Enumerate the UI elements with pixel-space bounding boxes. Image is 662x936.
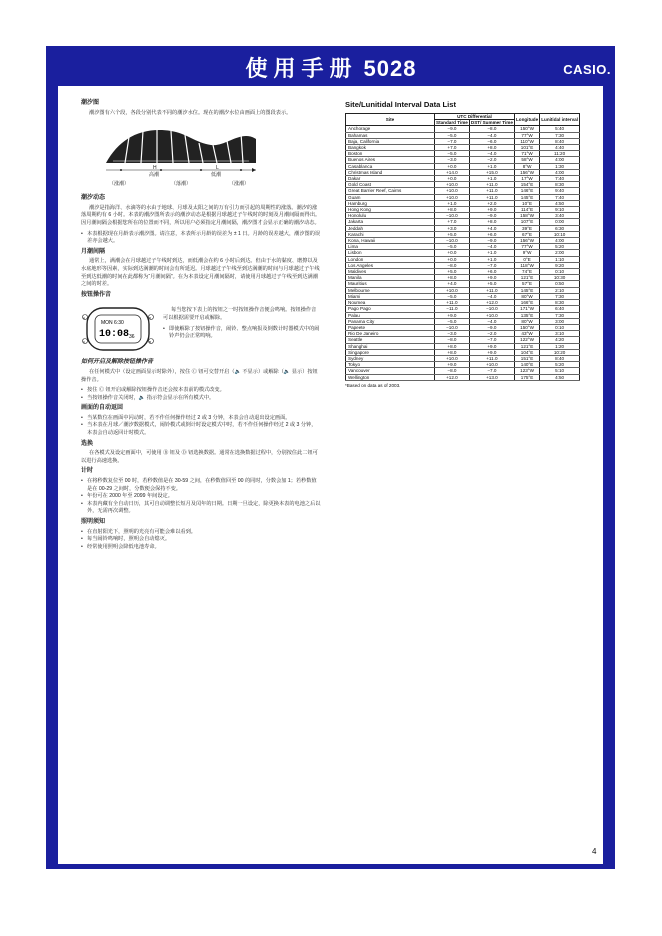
longitude-cell: 158°W (514, 213, 539, 219)
auto-return-bullet-2: • 当本表在月球／潮汐数据模式，闹铃模式或倒计时设定模式中时，若不作任何操作经过 2 或 3 分钟，本表会自动返回计时模式。 (81, 422, 321, 437)
standard-time-cell: +8.0 (435, 349, 470, 355)
longitude-cell: 58°W (514, 157, 539, 163)
dst-cell: +12.0 (469, 300, 514, 306)
standard-time-cell: −11.0 (435, 306, 470, 312)
watch-illustration (81, 305, 321, 353)
site-cell: Great Barrier Reef, Cairns (346, 188, 435, 194)
site-cell: Manila (346, 275, 435, 281)
lunitidal-cell: 4:50 (540, 374, 580, 380)
timekeeping-bullet-2: • 年份可在 2000 年至 2099 年间设定。 (81, 493, 321, 501)
tide-motion-bullet: • 本表根据现在月龄表示潮汐图。请注意，本表所示月龄的误差为 ± 1 日。月龄的误差越大，潮汐图的误差亦会越大。 (81, 231, 321, 246)
lunitidal-cell: 10:10 (540, 231, 580, 237)
longitude-cell: 110°W (514, 138, 539, 144)
dst-cell: +11.0 (469, 287, 514, 293)
site-cell: Boston (346, 151, 435, 157)
dst-cell: +9.0 (469, 207, 514, 213)
site-cell: Miami (346, 293, 435, 299)
col-site: Site (346, 114, 435, 126)
dst-cell: +9.0 (469, 275, 514, 281)
lunitidal-cell: 5:20 (540, 244, 580, 250)
tide-phase-1: （涨潮） (109, 181, 130, 188)
longitude-cell: 71°W (514, 151, 539, 157)
longitude-cell: 8°W (514, 163, 539, 169)
auto-return-heading: 画面的自动返回 (81, 405, 124, 412)
lunitidal-cell: 10:30 (540, 275, 580, 281)
svg-text:C: C (83, 340, 86, 345)
longitude-cell: 135°E (514, 312, 539, 318)
standard-time-cell: −3.0 (435, 157, 470, 163)
timekeeping-bullet-1: • 在将秒数复位至 00 时，若秒数值是在 30-59 之间，在秒数值回至 00 的同时，分数会加 1；若秒数值是在 00-29 之间时，分数便会保持不变。 (81, 478, 321, 493)
lunitidal-cell: 7:30 (540, 132, 580, 138)
lunitidal-cell: 1:30 (540, 163, 580, 169)
illumination-bullet-2: • 每当闹铃鸣响时，照明会自动熄灭。 (81, 536, 321, 544)
watch-time-readout: 10:08 (99, 329, 130, 341)
dst-cell: +13.0 (469, 374, 514, 380)
page-number: 4 (592, 847, 597, 856)
standard-time-cell: −8.0 (435, 368, 470, 374)
standard-time-cell: −7.0 (435, 138, 470, 144)
longitude-cell: 43°W (514, 331, 539, 337)
dst-cell: −4.0 (469, 244, 514, 250)
standard-time-cell: +3.0 (435, 225, 470, 231)
button-howto-text: 在任何模式中（设定画面显示时除外），按住 Ⓒ 钮可交替开启（🔈 不显示）或解除（🔈 显示）按钮操作音。 (81, 368, 318, 383)
longitude-cell: 150°W (514, 126, 539, 132)
site-cell: Mauritius (346, 281, 435, 287)
site-cell: Bangkok (346, 145, 435, 151)
button-howto-heading: 如何开启及解除按钮操作音 (81, 359, 154, 366)
site-cell: Anchorage (346, 126, 435, 132)
lunitidal-cell: 4:00 (540, 238, 580, 244)
site-cell: Kona, Hawaii (346, 238, 435, 244)
site-cell: Lisbon (346, 250, 435, 256)
standard-time-cell: +0.0 (435, 256, 470, 262)
casio-logo: CASIO. (563, 62, 611, 77)
site-cell: Singapore (346, 349, 435, 355)
standard-time-cell: +0.0 (435, 176, 470, 182)
lunitidal-cell: 4:00 (540, 157, 580, 163)
site-cell: Christmas Island (346, 169, 435, 175)
illumination-heading: 照明须知 (81, 519, 106, 525)
longitude-cell: 114°E (514, 207, 539, 213)
lunitidal-cell: 8:40 (540, 138, 580, 144)
site-lunitidal-table (345, 113, 580, 381)
lunitidal-cell: 3:40 (540, 213, 580, 219)
standard-time-cell: −8.0 (435, 262, 470, 268)
longitude-cell: 0°E (514, 256, 539, 262)
dst-cell: −2.0 (469, 157, 514, 163)
longitude-cell: 175°E (514, 374, 539, 380)
svg-text:B: B (149, 340, 152, 345)
standard-time-cell: −5.0 (435, 293, 470, 299)
lunitidal-cell: 2:00 (540, 250, 580, 256)
standard-time-cell: +7.0 (435, 219, 470, 225)
site-cell: Honolulu (346, 213, 435, 219)
lunitidal-cell: 5:20 (540, 362, 580, 368)
site-cell: Lima (346, 244, 435, 250)
dst-cell: +6.0 (469, 269, 514, 275)
dst-cell: +4.0 (469, 225, 514, 231)
lunitidal-cell: 8:30 (540, 300, 580, 306)
low-tide-label: 低潮 (211, 172, 222, 179)
standard-time-cell: +10.0 (435, 194, 470, 200)
svg-text:A: A (83, 316, 86, 321)
tide-phase-2: （落潮） (171, 181, 192, 188)
dst-cell: +8.0 (469, 219, 514, 225)
longitude-cell: 9°W (514, 250, 539, 256)
longitude-cell: 146°E (514, 188, 539, 194)
button-tone-text: 每当您按下表上的按钮之一时按钮操作音便会鸣响。按钮操作音可以根据需要开启或解除。 (163, 307, 317, 321)
standard-time-cell: −5.0 (435, 151, 470, 157)
tide-motion-text: 潮汐是指海洋、水滴等的水由于地球、月球及太阳之间的万有引力而引起的周期性的涨落。潮汐的涨落周期约有 6 小时。本表的潮汐图所表示的潮汐动态是根据月球越过子午线时的时刻及月潮间隔而得出。因月潮间隔会根据您所在的位置而不同，所以用户必须指定月潮间隔，潮汐图才会显示正确的潮汐动态。 (81, 204, 321, 226)
lunitidal-cell: 9:40 (540, 188, 580, 194)
standard-time-cell: −9.0 (435, 126, 470, 132)
dst-cell: +10.0 (469, 362, 514, 368)
standard-time-cell: +8.0 (435, 343, 470, 349)
col-lunitidal: Lunitidal interval (540, 114, 580, 126)
illumination-bullet-1: • 在直射阳光下，照明的光亮有可能会难以看到。 (81, 529, 321, 537)
site-cell: Hamburg (346, 200, 435, 206)
auto-return-bullet-1: • 当某数位在画面中闪动时，若不作任何操作经过 2 或 3 分钟，本表会自动退出设定画面。 (81, 415, 321, 423)
longitude-cell: 166°E (514, 300, 539, 306)
lunitidal-cell: 7:30 (540, 312, 580, 318)
dst-cell: −6.0 (469, 138, 514, 144)
standard-time-cell: +10.0 (435, 188, 470, 194)
standard-time-cell: +10.0 (435, 287, 470, 293)
dst-cell: −9.0 (469, 213, 514, 219)
lunitidal-heading: 月潮间隔 (81, 248, 106, 255)
high-tide-label: 高潮 (149, 172, 160, 179)
lunitidal-cell: 0:50 (540, 281, 580, 287)
dst-cell: +6.0 (469, 231, 514, 237)
longitude-cell: 104°E (514, 349, 539, 355)
tide-motion-heading: 潮汐动态 (81, 195, 106, 202)
site-cell: Buenos Aires (346, 157, 435, 163)
lunitidal-cell: 10:20 (540, 349, 580, 355)
longitude-cell: 122°W (514, 337, 539, 343)
standard-time-cell: +12.0 (435, 374, 470, 380)
col-standard: Standard Time (436, 120, 468, 126)
lunitidal-cell: 11:20 (540, 151, 580, 157)
low-tide-marker: L (216, 165, 219, 172)
lunitidal-cell: 8:30 (540, 182, 580, 188)
col-longitude: Longitude (514, 114, 539, 126)
longitude-cell: 77°W (514, 244, 539, 250)
button-howto-bullet-1: • 按住 Ⓒ 钮开启或解除按钮操作音还会按本表前的模式改变。 (81, 387, 321, 395)
longitude-cell: 80°W (514, 318, 539, 324)
lunitidal-text: 通常上，满潮会在月球越过子午线时到达，而低潮会在约 6 小时后到达。但由于水的黏度、磨擦以及水底地形等因素，实际到达满潮的时间会有所延迟。月球越过子午线至到达满潮的时间与月球越过子午线至到达低潮的时间在此都称为“月潮间隔”。在为本表设定月潮间隔时，请使用月球越过子午线至到达满潮之间的时差。 (81, 258, 320, 288)
dst-cell: −7.0 (469, 337, 514, 343)
dst-cell: −4.0 (469, 151, 514, 157)
right-column (345, 100, 581, 388)
dst-cell: +11.0 (469, 194, 514, 200)
standard-time-cell: −8.0 (435, 337, 470, 343)
lunitidal-cell: 6:40 (540, 306, 580, 312)
standard-time-cell: −5.0 (435, 318, 470, 324)
watch-face-svg (81, 305, 157, 353)
watch-seconds-readout: 36 (129, 334, 135, 341)
dst-cell: −4.0 (469, 132, 514, 138)
dst-cell: +1.0 (469, 256, 514, 262)
tide-graph-figure (101, 123, 261, 191)
standard-time-cell: +9.0 (435, 362, 470, 368)
lunitidal-cell: 7:40 (540, 176, 580, 182)
scroll-heading: 选换 (81, 440, 94, 447)
longitude-cell: 154°E (514, 182, 539, 188)
lunitidal-cell: 4:20 (540, 337, 580, 343)
timekeeping-heading: 计时 (81, 468, 94, 475)
lunitidal-cell: 0:10 (540, 324, 580, 330)
lunitidal-cell: 2:10 (540, 287, 580, 293)
dst-cell: +9.0 (469, 343, 514, 349)
col-dst: DST/ Summer Time (470, 120, 513, 126)
longitude-cell: 77°W (514, 132, 539, 138)
site-cell: Tokyo (346, 362, 435, 368)
timekeeping-bullet-3: • 本表内藏有全自动日历，其可自动调整长短月及闰年的日期。日期一旦设定，除更换本表的电池之后以外，无需再次调整。 (81, 501, 321, 516)
button-tone-bullet: • 即使解除了按钮操作音，闹铃、整点响报及倒数计时器模式中的闹铃声仍会正常鸣响。 (163, 326, 321, 341)
dst-cell: −2.0 (469, 331, 514, 337)
lunitidal-cell: 9:20 (540, 262, 580, 268)
standard-time-cell: +0.0 (435, 250, 470, 256)
site-cell: London (346, 256, 435, 262)
lunitidal-cell: 5:40 (540, 126, 580, 132)
site-cell: Melbourne (346, 287, 435, 293)
lunitidal-cell: 1:20 (540, 343, 580, 349)
dst-cell: −9.0 (469, 324, 514, 330)
standard-time-cell: −10.0 (435, 213, 470, 219)
standard-time-cell: +8.0 (435, 275, 470, 281)
standard-time-cell: +5.0 (435, 269, 470, 275)
dst-cell: +5.0 (469, 281, 514, 287)
lunitidal-cell: 7:30 (540, 293, 580, 299)
longitude-cell: 67°E (514, 231, 539, 237)
dst-cell: +1.0 (469, 163, 514, 169)
site-cell: Seattle (346, 337, 435, 343)
dst-cell: −8.0 (469, 126, 514, 132)
standard-time-cell: −5.0 (435, 244, 470, 250)
dst-cell: +11.0 (469, 188, 514, 194)
scroll-text: 在各模式及设定画面中，可使用 Ⓑ 钮及 Ⓓ 钮选换数据。通常在选换数据过程中，分别按住此二钮可以进行高速选换。 (81, 450, 318, 464)
longitude-cell: 74°E (514, 269, 539, 275)
dst-cell: −4.0 (469, 293, 514, 299)
dst-cell: +11.0 (469, 182, 514, 188)
site-cell: Vancouver (346, 368, 435, 374)
dst-cell: +1.0 (469, 250, 514, 256)
lunitidal-cell: 8:40 (540, 355, 580, 361)
dst-cell: +9.0 (469, 349, 514, 355)
site-cell: Wellington (346, 374, 435, 380)
site-cell: Gold Coast (346, 182, 435, 188)
standard-time-cell: −5.0 (435, 132, 470, 138)
tide-wave-svg (101, 123, 261, 175)
tide-heading: 潮汐图 (81, 100, 100, 106)
site-cell: Noumea (346, 300, 435, 306)
lunitidal-cell: 0:00 (540, 219, 580, 225)
standard-time-cell: +8.0 (435, 207, 470, 213)
lunitidal-cell: 5:10 (540, 368, 580, 374)
dst-cell: −7.0 (469, 262, 514, 268)
longitude-cell: 140°E (514, 362, 539, 368)
site-cell: Shanghai (346, 343, 435, 349)
longitude-cell: 101°E (514, 145, 539, 151)
standard-time-cell: −10.0 (435, 238, 470, 244)
longitude-cell: 150°W (514, 324, 539, 330)
site-cell: Sydney (346, 355, 435, 361)
standard-time-cell: +4.0 (435, 281, 470, 287)
longitude-cell: 57°E (514, 281, 539, 287)
standard-time-cell: +1.0 (435, 200, 470, 206)
dst-cell: +11.0 (469, 355, 514, 361)
site-cell: Papeete (346, 324, 435, 330)
tide-intro: 潮汐图有六个段，各段分别代表不同的潮汐水位。现在的潮汐水位由画面上的图段表示。 (89, 109, 292, 116)
watch-top-readout: MON 6:30 (101, 320, 124, 327)
site-cell: Dakar (346, 176, 435, 182)
longitude-cell: 145°E (514, 287, 539, 293)
site-cell: Pago Pago (346, 306, 435, 312)
site-cell: Hong Kong (346, 207, 435, 213)
longitude-cell: 80°W (514, 293, 539, 299)
manual-title: 使用手册 5028 (245, 56, 417, 81)
dst-cell: −7.0 (469, 368, 514, 374)
svg-text:D: D (149, 316, 152, 321)
button-howto-bullet-2: • 当按钮操作音关闭时，🔈 指示符会显示在所有模式中。 (81, 395, 321, 403)
lunitidal-cell: 3:10 (540, 331, 580, 337)
illumination-bullet-3: • 经常使用照明会降低电池寿命。 (81, 544, 321, 552)
button-tone-text-block (163, 307, 321, 343)
site-cell: Rio De Janeiro (346, 331, 435, 337)
longitude-cell: 10°E (514, 200, 539, 206)
site-cell: Palau (346, 312, 435, 318)
longitude-cell: 39°E (514, 225, 539, 231)
standard-time-cell: −3.0 (435, 331, 470, 337)
tide-phase-3: （涨潮） (229, 181, 250, 188)
table-footnote: *Based on data as of 2003. (345, 382, 401, 388)
model-number: 5028 (363, 56, 417, 81)
lunitidal-cell: 7:40 (540, 194, 580, 200)
site-cell: Jakarta (346, 219, 435, 225)
site-cell: Bahamas (346, 132, 435, 138)
site-cell: Baja, California (346, 138, 435, 144)
lunitidal-cell: 0:10 (540, 269, 580, 275)
longitude-cell: 156°W (514, 238, 539, 244)
longitude-cell: 107°E (514, 219, 539, 225)
table-row (346, 374, 580, 380)
dst-cell: −9.0 (469, 238, 514, 244)
site-cell: Karachi (346, 231, 435, 237)
longitude-cell: 123°W (514, 368, 539, 374)
standard-time-cell: +14.0 (435, 169, 470, 175)
longitude-cell: 17°W (514, 176, 539, 182)
longitude-cell: 171°W (514, 306, 539, 312)
left-column (81, 100, 321, 554)
longitude-cell: 145°E (514, 194, 539, 200)
site-cell: Los Angeles (346, 262, 435, 268)
site-table-title: Site/Lunitidal Interval Data List (345, 100, 456, 109)
standard-time-cell: −10.0 (435, 324, 470, 330)
longitude-cell: 121°E (514, 343, 539, 349)
dst-cell: +10.0 (469, 312, 514, 318)
dst-cell: +2.0 (469, 200, 514, 206)
site-cell: Jeddah (346, 225, 435, 231)
dst-cell: −10.0 (469, 306, 514, 312)
site-cell: Guam (346, 194, 435, 200)
high-tide-marker: H (153, 165, 157, 172)
lunitidal-cell: 1:10 (540, 256, 580, 262)
standard-time-cell: +0.0 (435, 163, 470, 169)
dst-cell: −4.0 (469, 318, 514, 324)
site-cell: Casablanca (346, 163, 435, 169)
lunitidal-cell: 6:30 (540, 225, 580, 231)
dst-cell: +8.0 (469, 145, 514, 151)
longitude-cell: 118°W (514, 262, 539, 268)
dst-cell: +15.0 (469, 169, 514, 175)
lunitidal-cell: 3:00 (540, 318, 580, 324)
standard-time-cell: +10.0 (435, 182, 470, 188)
standard-time-cell: +7.0 (435, 145, 470, 151)
site-cell: Maldives (346, 269, 435, 275)
dst-cell: +1.0 (469, 176, 514, 182)
standard-time-cell: +9.0 (435, 312, 470, 318)
col-utc: UTC Differential (435, 114, 515, 120)
lunitidal-cell: 4:40 (540, 145, 580, 151)
site-cell: Panama City (346, 318, 435, 324)
lunitidal-cell: 4:00 (540, 169, 580, 175)
standard-time-cell: +10.0 (435, 355, 470, 361)
lunitidal-cell: 4:50 (540, 200, 580, 206)
standard-time-cell: +5.0 (435, 231, 470, 237)
standard-time-cell: +11.0 (435, 300, 470, 306)
longitude-cell: 151°E (514, 355, 539, 361)
longitude-cell: 156°W (514, 169, 539, 175)
button-tone-heading: 按钮操作音 (81, 291, 112, 298)
lunitidal-cell: 9:10 (540, 207, 580, 213)
longitude-cell: 121°E (514, 275, 539, 281)
